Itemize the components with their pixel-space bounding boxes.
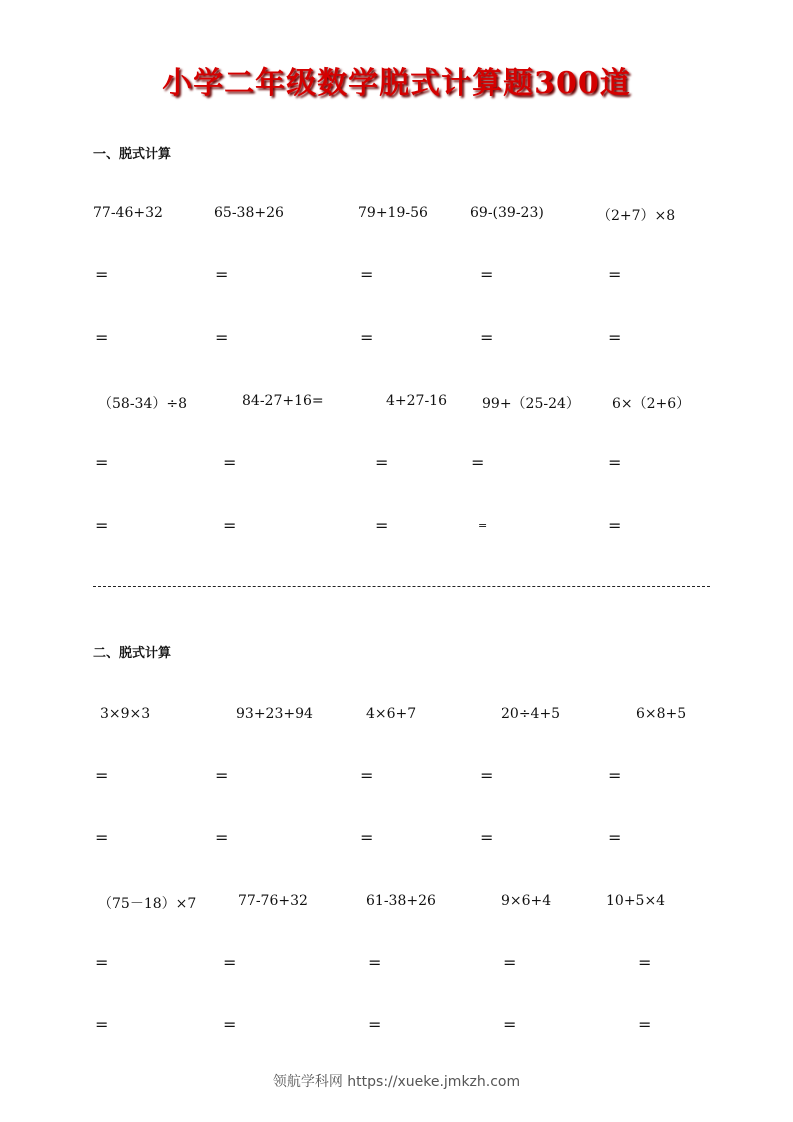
expression-1-2-4: 99+（25-24）	[482, 396, 580, 412]
equals-sign: =	[480, 828, 494, 847]
equals-sign: =	[503, 953, 517, 972]
equals-sign: =	[503, 1015, 517, 1034]
equals-sign: =	[95, 453, 109, 472]
equals-sign: =	[223, 516, 237, 535]
equals-sign: =	[95, 1015, 109, 1034]
section-divider	[93, 586, 710, 587]
equals-sign: =	[95, 828, 109, 847]
equals-sign: =	[95, 766, 109, 785]
expression-1-1-2: 65-38+26	[214, 205, 284, 221]
expression-2-1-2: 93+23+94	[236, 706, 313, 722]
expression-1-1-5: （2+7）×8	[597, 208, 676, 224]
expression-1-2-5: 6×（2+6）	[612, 396, 691, 412]
equals-sign: =	[215, 265, 229, 284]
page-title: 小学二年级数学脱式计算题300道	[162, 66, 631, 101]
section-heading-1: 一、脱式计算	[93, 147, 172, 162]
expression-2-2-5: 10+5×4	[606, 893, 666, 909]
equals-sign: =	[215, 328, 229, 347]
expression-2-1-1: 3×9×3	[100, 706, 151, 722]
expression-2-2-1: （75－18）×7	[98, 896, 197, 912]
expression-2-1-5: 6×8+5	[636, 706, 687, 722]
equals-sign: =	[368, 953, 382, 972]
equals-sign: =	[360, 828, 374, 847]
equals-sign: =	[480, 766, 494, 785]
expression-1-2-2: 84-27+16=	[242, 393, 324, 409]
equals-sign: =	[360, 328, 374, 347]
equals-sign: =	[471, 453, 485, 472]
equals-sign: =	[223, 453, 237, 472]
equals-sign: =	[375, 453, 389, 472]
equals-sign: =	[95, 953, 109, 972]
equals-sign: =	[215, 828, 229, 847]
equals-sign: =	[360, 766, 374, 785]
expression-1-1-1: 77-46+32	[93, 205, 163, 221]
equals-sign: =	[608, 453, 622, 472]
equals-sign: =	[638, 953, 652, 972]
equals-sign: =	[95, 516, 109, 535]
equals-sign: =	[368, 1015, 382, 1034]
expression-1-1-4: 69-(39-23)	[470, 205, 544, 221]
expression-1-2-3: 4+27-16	[386, 393, 447, 409]
expression-2-2-3: 61-38+26	[366, 893, 436, 909]
equals-sign: =	[478, 519, 488, 532]
equals-sign: =	[608, 828, 622, 847]
equals-sign: =	[215, 766, 229, 785]
expression-2-2-4: 9×6+4	[501, 893, 552, 909]
expression-2-2-2: 77-76+32	[238, 893, 308, 909]
equals-sign: =	[375, 516, 389, 535]
equals-sign: =	[360, 265, 374, 284]
equals-sign: =	[95, 328, 109, 347]
equals-sign: =	[608, 265, 622, 284]
equals-sign: =	[480, 328, 494, 347]
equals-sign: =	[223, 953, 237, 972]
equals-sign: =	[223, 1015, 237, 1034]
equals-sign: =	[95, 265, 109, 284]
equals-sign: =	[638, 1015, 652, 1034]
expression-1-2-1: （58-34）÷8	[98, 396, 187, 412]
equals-sign: =	[480, 265, 494, 284]
expression-2-1-4: 20÷4+5	[501, 706, 561, 722]
equals-sign: =	[608, 516, 622, 535]
equals-sign: =	[608, 766, 622, 785]
expression-1-1-3: 79+19-56	[358, 205, 428, 221]
equals-sign: =	[608, 328, 622, 347]
footer-watermark: 领航学科网 https://xueke.jmkzh.com	[272, 1074, 521, 1090]
section-heading-2: 二、脱式计算	[93, 646, 172, 661]
expression-2-1-3: 4×6+7	[366, 706, 417, 722]
